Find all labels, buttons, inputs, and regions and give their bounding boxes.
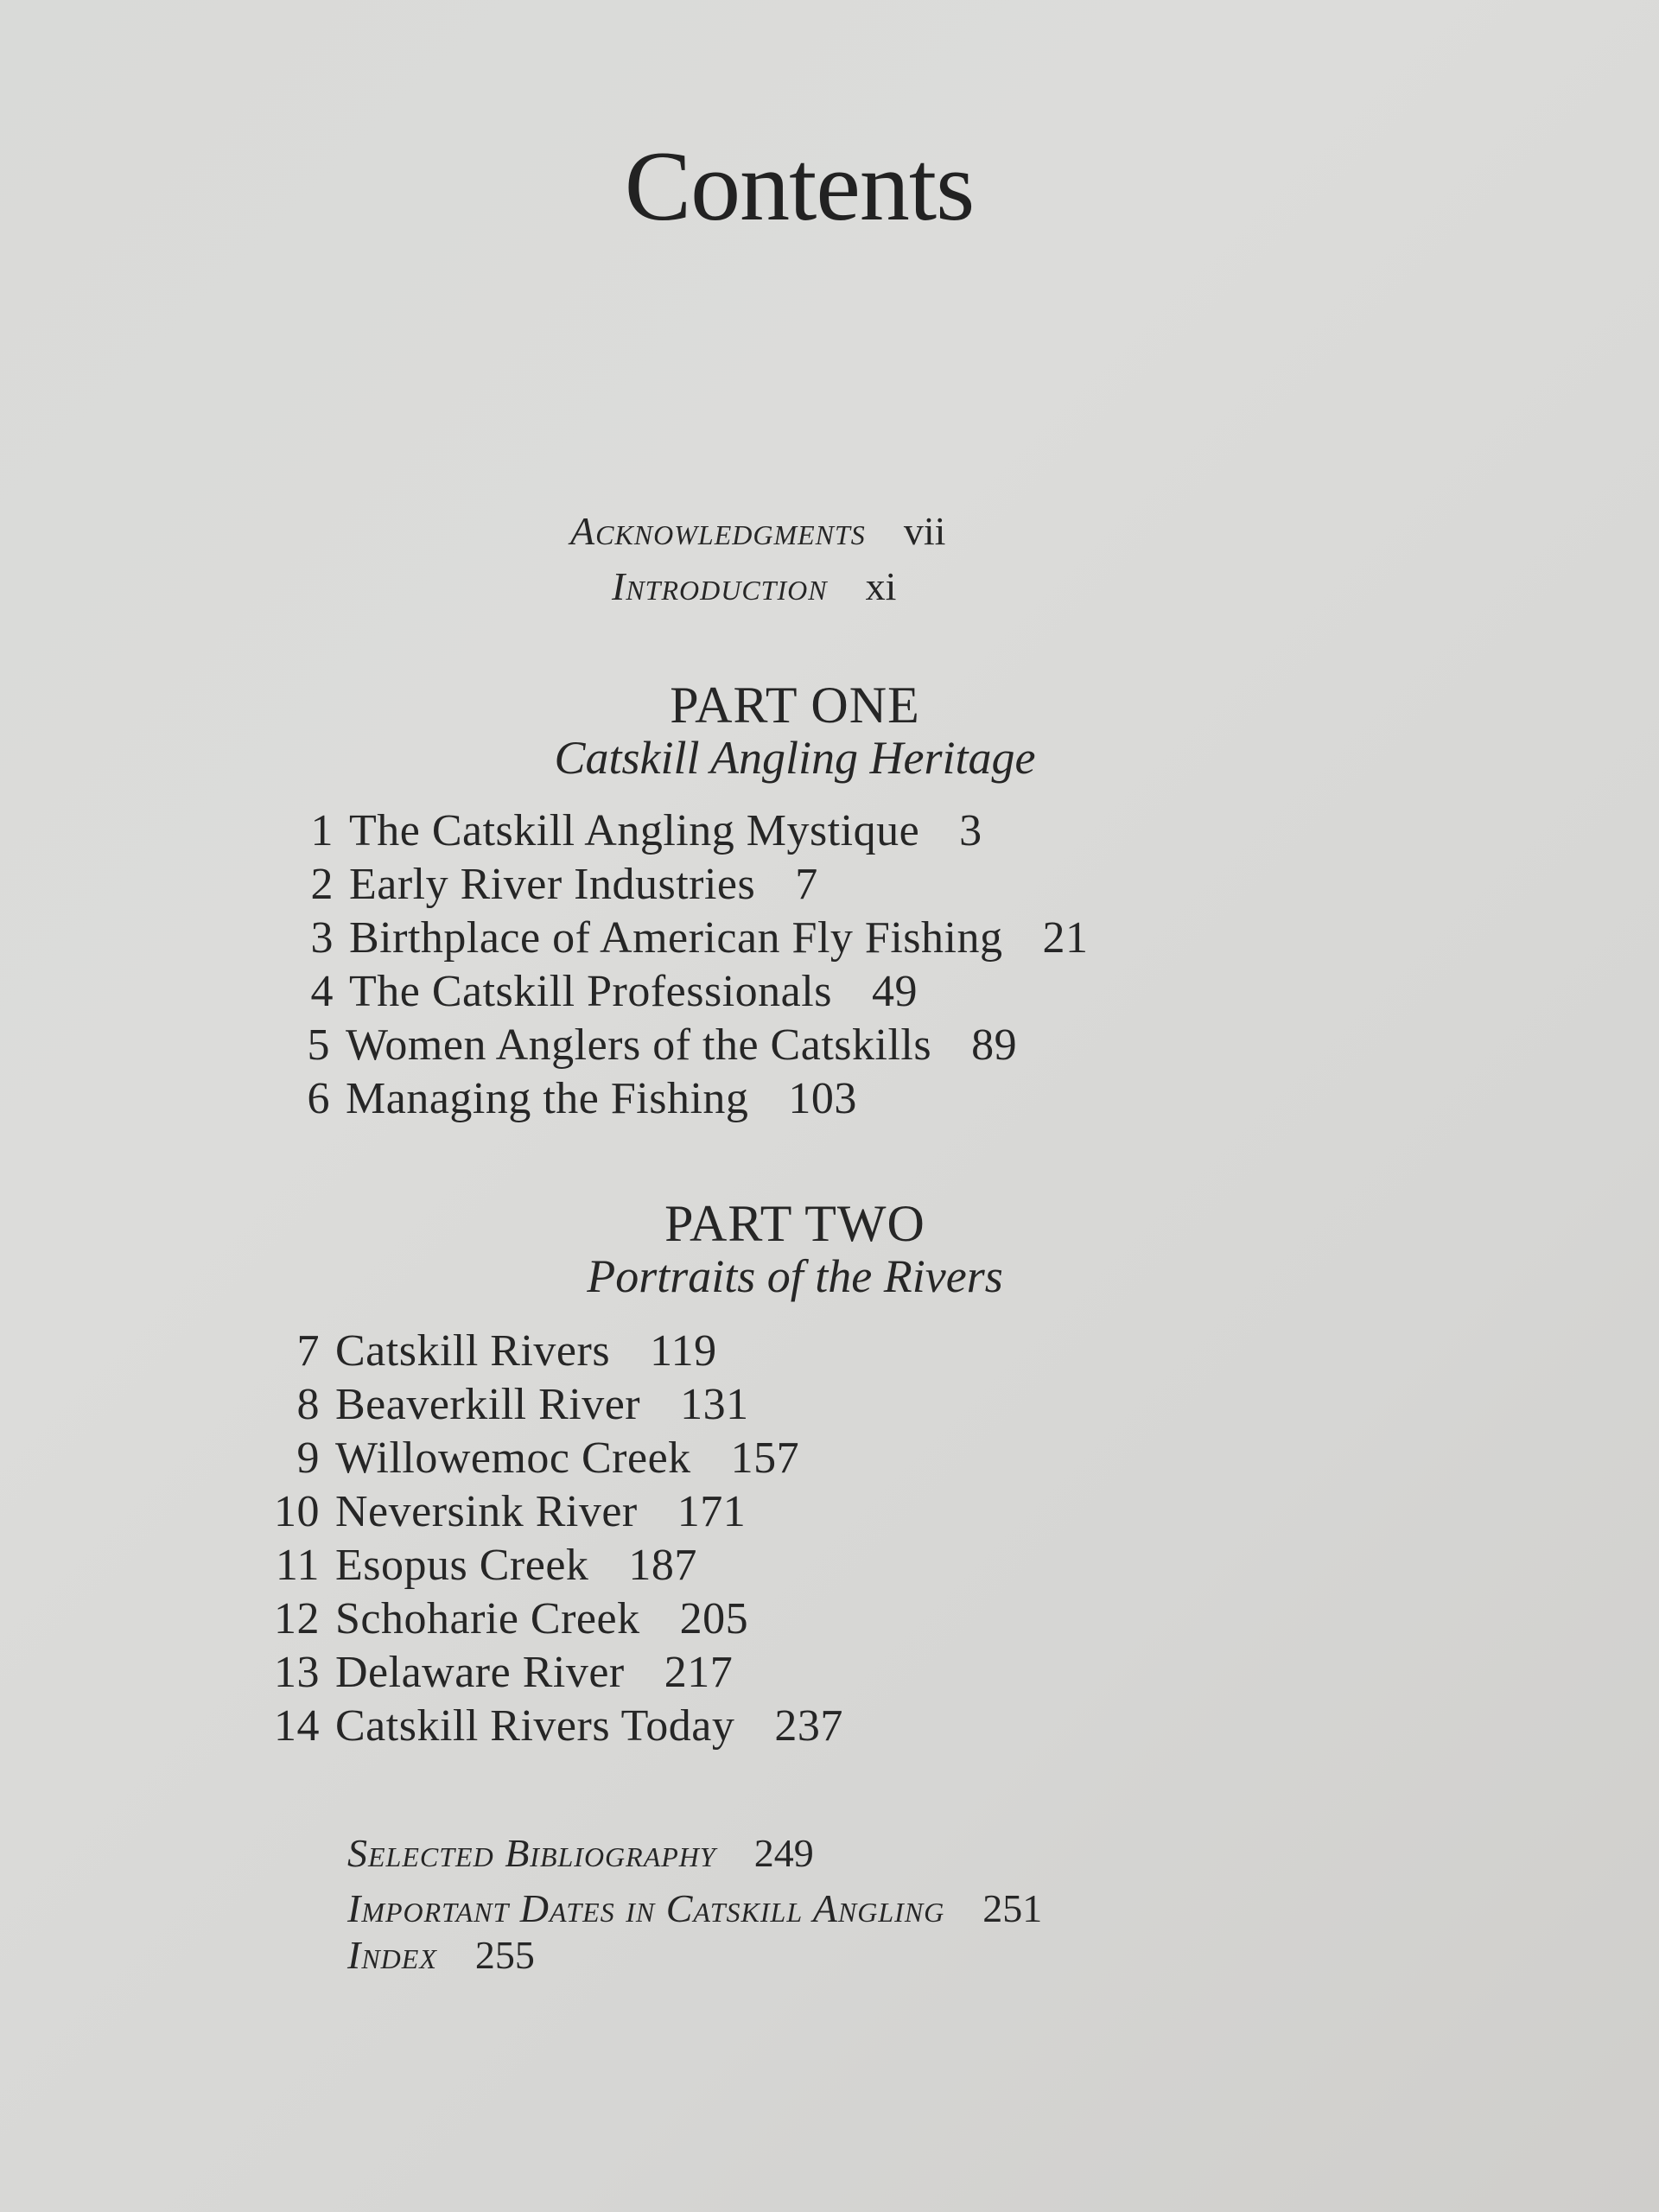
- chapter-entry: [273, 805, 982, 856]
- chapter-entry: [273, 859, 818, 910]
- chapter-page: 205: [679, 1594, 749, 1643]
- chapter-page: 237: [774, 1701, 843, 1751]
- chapter-title: Neversink River: [335, 1487, 638, 1536]
- chapter-page: 3: [959, 806, 982, 855]
- chapter-title: Early River Industries: [349, 860, 756, 909]
- chapter-entry: [270, 1020, 1017, 1071]
- entry-label: Acknowledgments: [570, 509, 866, 553]
- chapter-number: 3: [310, 913, 334, 963]
- chapter-title: Delaware River: [335, 1648, 625, 1697]
- chapter-number: 4: [310, 967, 334, 1016]
- chapter-entry: [259, 1379, 749, 1430]
- chapter-title: Catskill Rivers: [335, 1326, 611, 1376]
- chapter-entry: [273, 912, 1088, 963]
- chapter-number: 12: [274, 1594, 320, 1643]
- chapter-number: 6: [307, 1074, 330, 1123]
- chapter-title: Birthplace of American Fly Fishing: [349, 913, 1003, 963]
- chapter-title: Catskill Rivers Today: [335, 1701, 735, 1751]
- chapter-number: 9: [296, 1433, 320, 1483]
- entry-label: Important Dates in Catskill Angling: [347, 1886, 945, 1930]
- chapter-entry: [259, 1540, 697, 1591]
- chapter-page: 119: [650, 1326, 717, 1376]
- chapter-page: 157: [730, 1433, 800, 1483]
- chapter-title: The Catskill Angling Mystique: [349, 806, 920, 855]
- chapter-number: 2: [310, 860, 334, 909]
- toc-entry-important-dates: [347, 1885, 1042, 1931]
- entry-page: 251: [982, 1886, 1043, 1930]
- chapter-page: 89: [971, 1020, 1018, 1070]
- chapter-title: Esopus Creek: [335, 1541, 589, 1590]
- part-two-heading: PART TWO: [664, 1195, 925, 1252]
- chapter-number: 14: [274, 1701, 320, 1751]
- toc-entry-acknowledgments: [570, 508, 945, 554]
- chapter-entry: [259, 1433, 799, 1484]
- chapter-entry: [270, 1073, 857, 1124]
- chapter-entry: [259, 1700, 843, 1751]
- page-title: Contents: [624, 131, 975, 242]
- entry-label: Selected Bibliography: [347, 1831, 716, 1875]
- toc-entry-bibliography: [347, 1830, 814, 1876]
- chapter-page: 171: [677, 1487, 747, 1536]
- chapter-number: 13: [274, 1648, 320, 1697]
- chapter-number: 1: [310, 806, 334, 855]
- part-one-subtitle: Catskill Angling Heritage: [554, 732, 1036, 784]
- chapter-number: 10: [274, 1487, 320, 1536]
- entry-page: vii: [903, 509, 946, 553]
- chapter-page: 187: [628, 1541, 697, 1590]
- chapter-number: 7: [296, 1326, 320, 1376]
- chapter-page: 21: [1042, 913, 1089, 963]
- chapter-number: 5: [307, 1020, 330, 1070]
- chapter-entry: [259, 1486, 746, 1537]
- chapter-page: 217: [664, 1648, 734, 1697]
- toc-entry-index: [347, 1932, 535, 1978]
- chapter-entry: [273, 966, 918, 1017]
- chapter-title: Beaverkill River: [335, 1380, 641, 1429]
- chapter-title: Women Anglers of the Catskills: [346, 1020, 932, 1070]
- entry-label: Introduction: [612, 564, 828, 608]
- chapter-entry: [259, 1593, 748, 1644]
- toc-entry-introduction: [612, 563, 896, 609]
- entry-page: 255: [474, 1933, 535, 1977]
- chapter-title: Managing the Fishing: [346, 1074, 749, 1123]
- chapter-page: 49: [871, 967, 918, 1016]
- chapter-entry: [259, 1647, 733, 1698]
- chapter-page: 7: [795, 860, 818, 909]
- chapter-title: Willowemoc Creek: [335, 1433, 691, 1483]
- entry-page: 249: [753, 1831, 814, 1875]
- entry-page: xi: [865, 564, 897, 608]
- chapter-title: The Catskill Professionals: [349, 967, 832, 1016]
- chapter-page: 103: [788, 1074, 857, 1123]
- chapter-page: 131: [680, 1380, 749, 1429]
- chapter-number: 11: [275, 1541, 320, 1590]
- chapter-title: Schoharie Creek: [335, 1594, 640, 1643]
- part-one-heading: PART ONE: [670, 677, 920, 734]
- chapter-entry: [259, 1325, 717, 1376]
- part-two-subtitle: Portraits of the Rivers: [587, 1250, 1003, 1302]
- entry-label: Index: [347, 1933, 437, 1977]
- chapter-number: 8: [296, 1380, 320, 1429]
